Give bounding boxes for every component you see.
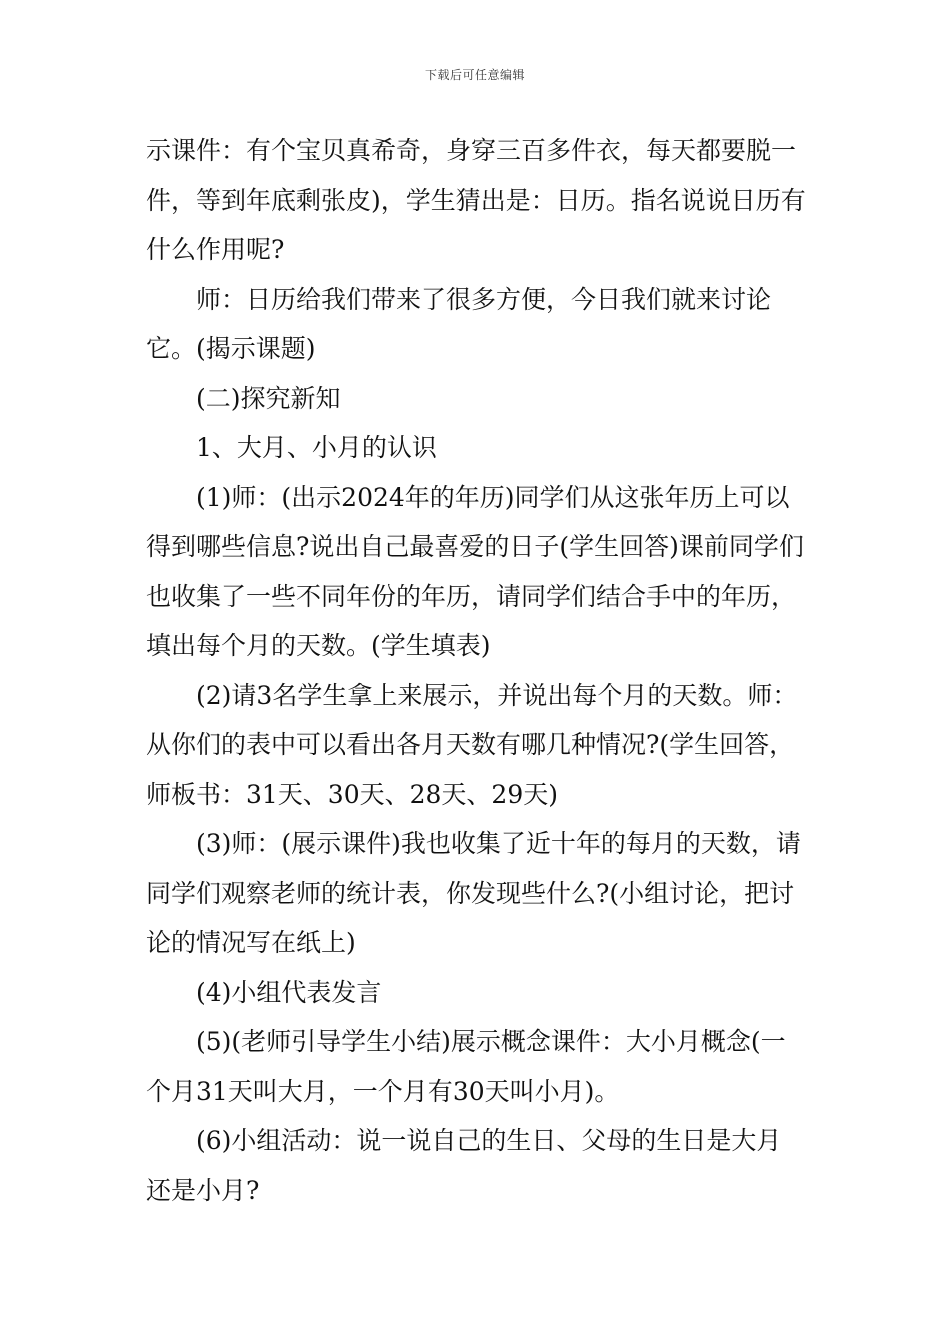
- document-body: [146, 126, 806, 1215]
- paragraph-step-3: (3)师：(展示课件)我也收集了近十年的每月的天数，请同学们观察老师的统计表，你发现些什么?(小组讨论，把讨论的情况写在纸上): [146, 829, 801, 957]
- paragraph-step-5: (5)(老师引导学生小结)展示概念课件：大小月概念(一个月31天叫大月，一个月有30天叫小月)。: [146, 1027, 786, 1106]
- paragraph-step-6: (6)小组活动：说一说自己的生日、父母的生日是大月还是小月?: [146, 1126, 782, 1205]
- paragraph-step-2: (2)请3名学生拿上来展示，并说出每个月的天数。师：从你们的表中可以看出各月天数有哪几种情况?(学生回答，师板书：31天、30天、28天、29天): [146, 680, 798, 809]
- paragraph-step-4: (4)小组代表发言: [196, 977, 382, 1007]
- subsection-heading-months: 1、大月、小月的认识: [196, 433, 437, 462]
- paragraph-step-1: (1)师：(出示2024年的年历)同学们从这张年历上可以得到哪些信息?说出自己最喜爱的日子(学生回答)课前同学们也收集了一些不同年份的年历，请同学们结合手中的年历，填出每个月的天数。(学生填表): [146, 482, 804, 660]
- section-heading-explore: (二)探究新知: [196, 383, 341, 413]
- page-header: 下载后可任意编辑: [424, 68, 525, 82]
- paragraph-teacher-intro: 师：日历给我们带来了很多方便，今日我们就来讨论它。(揭示课题): [146, 284, 772, 363]
- paragraph-riddle-continuation: 示课件：有个宝贝真希奇，身穿三百多件衣，每天都要脱一件，等到年底剩张皮)，学生猜出是：日历。指名说说日历有什么作用呢?: [146, 136, 806, 264]
